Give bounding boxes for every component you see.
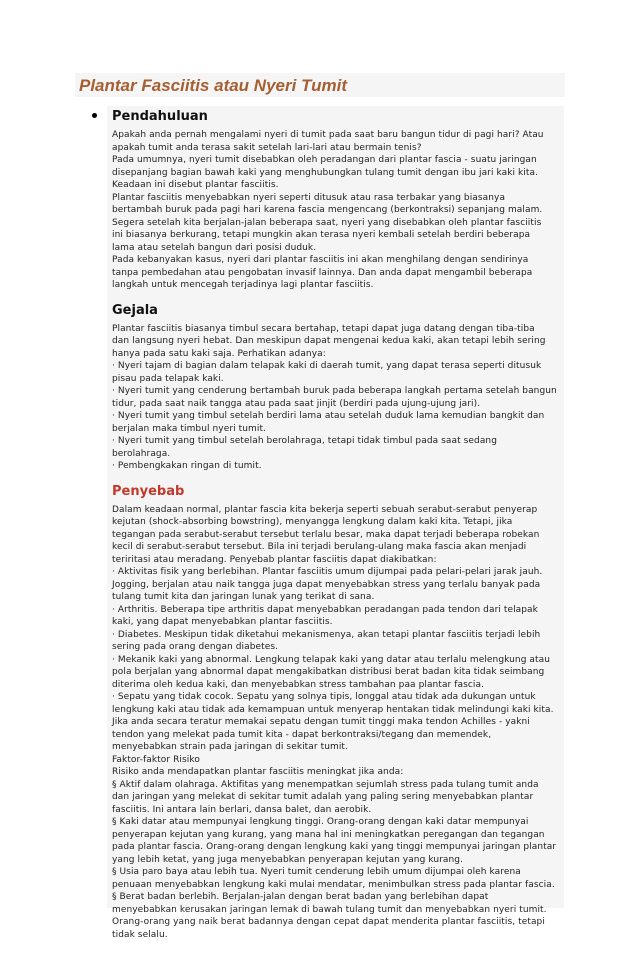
text-line: menyebabkan kerusakan jaringan lemak di bawah tulang tumit dan menyebabkan nyeri tumit.	[112, 904, 547, 915]
text-line: tegangan pada serabut-serabut tersebut terlalu besar, maka dapat terjadi beberapa robekan	[112, 529, 540, 540]
text-line: menyebabkan strain pada jaringan di sekitar tumit.	[112, 742, 348, 752]
section-heading: Penyebab	[112, 483, 185, 499]
text-line: dan langsung nyeri hebat. Dan meskipun dapat mengenai kedua kaki, akan tetapi lebih sering	[112, 336, 546, 346]
section-text	[112, 129, 564, 292]
text-line: Pada kebanyakan kasus, nyeri dari plantar fasciitis ini akan menghilang dengan sendirinya	[112, 255, 529, 265]
text-line: Plantar fasciitis menyebabkan nyeri seperti ditusuk atau rasa terbakar yang biasanya	[112, 192, 506, 203]
text-line: langkah untuk mencegah terjadinya lagi plantar fasciitis.	[112, 280, 374, 290]
text-line: Dalam keadaan normal, plantar fascia kita bekerja seperti sebuah serabut-serabut penyerap	[112, 504, 538, 515]
text-line: apakah tumit anda terasa sakit setelah lari-lari atau bermain tenis?	[112, 142, 422, 153]
text-line: · Pembengkakan ringan di tumit.	[112, 461, 262, 471]
text-line: § Usia paro baya atau lebih tua. Nyeri tumit cenderung lebih umum dijumpai oleh karena	[112, 867, 521, 877]
text-line: kejutan (shock-absorbing bowstring), menyangga lengkung dalam kaki kita. Tetapi, jika	[112, 517, 513, 527]
text-line: berolahraga.	[112, 448, 171, 459]
section-penyebab	[107, 481, 564, 942]
text-line: teriritasi atau meradang. Penyebab plantar fasciitis dapat diakibatkan:	[112, 554, 437, 565]
text-line: fasciitis. Ini antara lain berlari, dansa balet, dan aerobik.	[112, 804, 372, 815]
text-line: Apakah anda pernah mengalami nyeri di tumit pada saat baru bangun tidur di pagi hari? Atau	[112, 130, 544, 140]
text-line: yang lebih ketat, yang juga menyebabkan penyerapan kejutan yang kurang.	[112, 854, 464, 865]
text-line: · Sepatu yang tidak cocok. Sepatu yang solnya tipis, longgal atau tidak ada dukungan untuk	[112, 692, 536, 702]
text-line: · Aktivitas fisik yang berlebihan. Plantar fasciitis umum dijumpai pada pelari-pelari jarak jauh.	[112, 567, 543, 577]
text-line: lama atau setelah bangun dari posisi duduk.	[112, 242, 317, 253]
section-gejala	[107, 300, 564, 473]
text-line: diterima oleh kedua kaki, dan menyebabkan stress tambahan paa plantar fascia.	[112, 679, 485, 690]
article-body	[107, 106, 564, 940]
text-line: · Mekanik kaki yang abnormal. Lengkung telapak kaki yang datar atau terlalu melengkung atau	[112, 654, 551, 665]
text-line: Pada umumnya, nyeri tumit disebabkan oleh peradangan dari plantar fascia - suatu jaringan	[112, 155, 537, 165]
text-line: kecil di serabut-serabut tersebut. Bila ini terjadi berulang-ulang maka fascia akan menjadi	[112, 542, 527, 552]
page-title: Plantar Fasciitis atau Nyeri Tumit	[79, 76, 347, 95]
text-line: tulang tumit kita dan jaringan lunak yang terikat di sana.	[112, 592, 375, 602]
text-line: penyerapan kejutan yang kurang, yang mana hal ini meningkatkan peregangan dan tegangan	[112, 829, 545, 840]
text-line: tendon yang melekat pada tumit kita - dapat berkontraksi/tegang dan memendek,	[112, 729, 492, 740]
text-line: Segera setelah kita berjalan-jalan beberapa saat, nyeri yang disebabkan oleh plantar fasciitis	[112, 217, 542, 228]
text-line: sering pada orang dengan diabetes.	[112, 642, 279, 652]
bullet-icon	[92, 113, 97, 118]
text-line: · Nyeri tumit yang timbul setelah berdiri lama atau setelah duduk lama kemudian bangkit dan	[112, 411, 545, 421]
text-line: Orang-orang yang naik berat badannya dengan cepat dapat menderita plantar fasciitis, tetapi	[112, 917, 545, 927]
section-heading: Pendahuluan	[112, 109, 208, 124]
text-line: disepanjang bagian bawah kaki yang menghubungkan tulang tumit dengan ibu jari kaki kita.	[112, 167, 539, 178]
text-line: § Aktif dalam olahraga. Aktifitas yang menempatkan sejumlah stress pada tulang tumit anda	[112, 779, 539, 790]
text-line: pada plantar fascia. Orang-orang dengan lengkung kaki yang tinggi mempunyai jaringan plantar	[112, 842, 557, 852]
section-text	[112, 323, 564, 473]
text-line: · Nyeri tumit yang timbul setelah berolahraga, tetapi tidak timbul pada saat sedang	[112, 436, 498, 446]
text-line: penuaan menyebabkan lengkung kaki mulai mendatar, menimbulkan stress pada plantar fascia.	[112, 879, 555, 890]
text-line: Faktor-faktor Risiko	[112, 754, 200, 765]
section-heading: Gejala	[112, 302, 158, 318]
text-line: § Berat badan berlebih. Berjalan-jalan dengan berat badan yang berlebihan dapat	[112, 892, 489, 902]
text-line: Jogging, berjalan atau naik tangga juga dapat menyebabkan stress yang terlalu banyak pada	[112, 579, 541, 590]
section-pendahuluan	[107, 106, 564, 292]
text-line: bertambah buruk pada pagi hari karena fascia mengencang (berkontraksi) sepanjang malam.	[112, 205, 543, 215]
text-line: tanpa pembedahan atau pengobatan invasif lainnya. Dan anda dapat mengambil beberapa	[112, 267, 533, 278]
text-line: dan jaringan yang melekat di sekitar tumit adalah yang paling sering menyebabkan plantar	[112, 792, 534, 802]
text-line: Risiko anda mendapatkan plantar fasciitis meningkat jika anda:	[112, 767, 404, 777]
text-line: lengkung kaki atau tidak ada kemampuan untuk menyerap hentakan tidak melindungi kaki kita.	[112, 704, 554, 715]
text-line: Jika anda secara teratur memakai sepatu dengan tumit tinggi maka tendon Achilles - yakni	[112, 717, 530, 727]
text-line: kaki, yang dapat menyebabkan plantar fasciitis.	[112, 617, 333, 627]
text-line: pola berjalan yang abnormal dapat mengakibatkan distribusi berat badan kita tidak seimbang	[112, 667, 545, 677]
text-line: Plantar fasciitis biasanya timbul secara bertahap, tetapi dapat juga datang dengan tiba-tiba	[112, 323, 535, 334]
text-line: · Nyeri tajam di bagian dalam telapak kaki di daerah tumit, yang dapat terasa seperti ditusuk	[112, 361, 542, 371]
text-line: Keadaan ini disebut plantar fasciitis.	[112, 180, 279, 190]
text-line: · Arthritis. Beberapa tipe arthritis dapat menyebabkan peradangan pada tendon dari telapak	[112, 604, 538, 615]
text-line: berjalan maka timbul nyeri tumit.	[112, 423, 266, 434]
text-line: tidur, pada saat naik tangga atau pada saat jinjit (berdiri pada ujung-ujung jari).	[112, 398, 481, 409]
text-line: hanya pada satu kaki saja. Perhatikan adanya:	[112, 348, 326, 359]
text-line: · Diabetes. Meskipun tidak diketahui mekanismenya, akan tetapi plantar fasciitis terjadi lebih	[112, 629, 541, 640]
text-line: tidak selalu.	[112, 929, 168, 940]
text-line: · Nyeri tumit yang cenderung bertambah buruk pada beberapa langkah pertama setelah bangun	[112, 386, 557, 396]
text-line: pisau pada telapak kaki.	[112, 373, 224, 384]
text-line: § Kaki datar atau mempunyai lengkung tinggi. Orang-orang dengan kaki datar mempunyai	[112, 817, 529, 827]
section-text	[112, 504, 564, 942]
text-line: ini biasanya berkurang, tetapi mungkin akan terasa nyeri kembali setelah berdiri beberapa	[112, 230, 531, 240]
